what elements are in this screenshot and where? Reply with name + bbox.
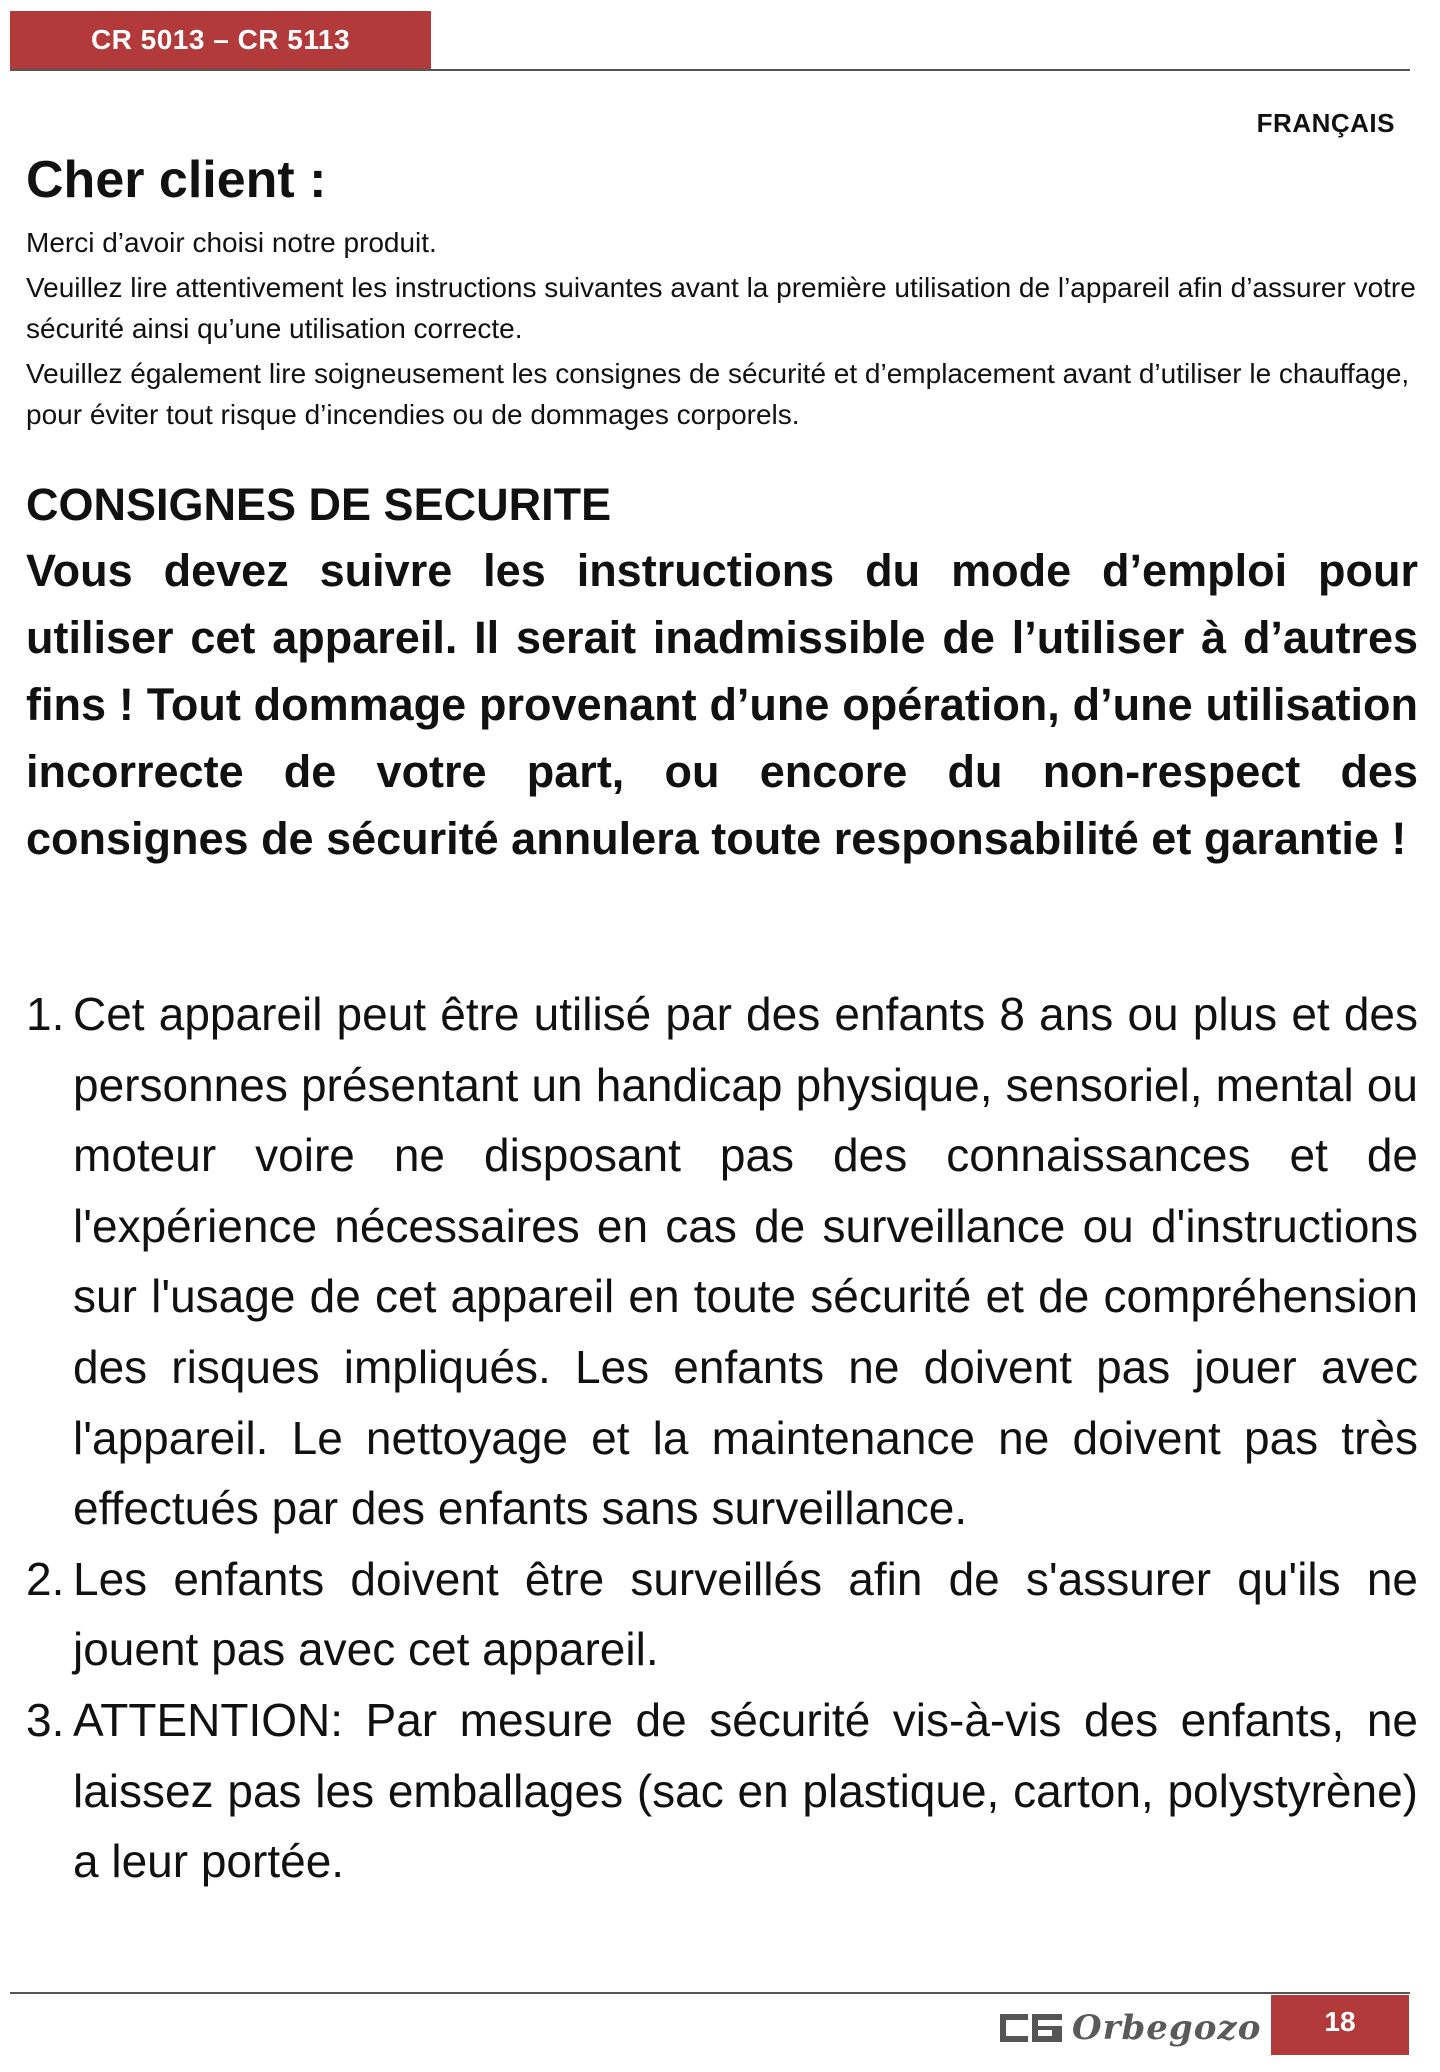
- safety-warning: Vous devez suivre les instructions du mode d’emploi pour utiliser cet appareil. Il serait inadmissible de l’utiliser à d’autres fins ! Tout dommage provenant d’une opération, d’une utilisation incorrecte de votre part, ou encore du non-respect des consignes de sécurité annulera toute responsabilité et garantie !: [26, 545, 1418, 864]
- list-item: [26, 1685, 1418, 1897]
- top-divider: [10, 69, 1410, 71]
- model-tab: CR 5013 – CR 5113: [10, 11, 431, 69]
- list-item-text: Les enfants doivent être surveillés afin de s'assurer qu'ils ne jouent pas avec cet appareil.: [73, 1552, 1418, 1676]
- intro-paragraph: Veuillez lire attentivement les instructions suivantes avant la première utilisation de l’appareil afin d’assurer votre sécurité ainsi qu’une utilisation correcte.: [26, 272, 1416, 344]
- list-item-number: 3.: [26, 1693, 65, 1746]
- bottom-divider: [10, 1992, 1410, 1994]
- list-item-text: Cet appareil peut être utilisé par des enfants 8 ans ou plus et des personnes présentant un handicap physique, sensoriel, mental ou moteur voire ne disposant pas des connaissances et de l'expérience nécessaires en cas de surveillance ou d'instructions sur l'usage de cet appareil en toute sécurité et de compréhension des risques impliqués. Les enfants ne doivent pas jouer avec l'appareil. Le nettoyage et la maintenance ne doivent pas très effectués par des enfants sans surveillance.: [73, 988, 1418, 1535]
- intro-paragraph: Veuillez également lire soigneusement les consignes de sécurité et d’emplacement avant d’utiliser le chauffage, pour éviter tout risque d’incendies ou de dommages corporels.: [26, 358, 1410, 430]
- safety-instructions-list: [26, 979, 1418, 1897]
- brand-logo: [998, 2004, 1261, 2052]
- list-item-text: ATTENTION: Par mesure de sécurité vis-à-vis des enfants, ne laissez pas les emballages (sac en plastique, carton, polystyrène) a leur portée.: [73, 1693, 1418, 1888]
- safety-section-title: CONSIGNES DE SECURITE: [26, 479, 612, 530]
- greeting-title: Cher client :: [26, 151, 327, 209]
- language-label: FRANÇAIS: [1256, 108, 1395, 138]
- list-item-number: 2.: [26, 1552, 65, 1605]
- intro-paragraph: Merci d’avoir choisi notre produit.: [26, 227, 437, 258]
- list-item: [26, 979, 1418, 1544]
- intro-text: [26, 222, 1416, 435]
- page-number: 18: [1271, 1995, 1409, 2055]
- list-item-number: 1.: [26, 988, 65, 1040]
- list-item: [26, 1544, 1418, 1685]
- brand-name: Orbegozo: [1072, 2008, 1262, 2048]
- brand-mark-icon: [998, 2010, 1064, 2046]
